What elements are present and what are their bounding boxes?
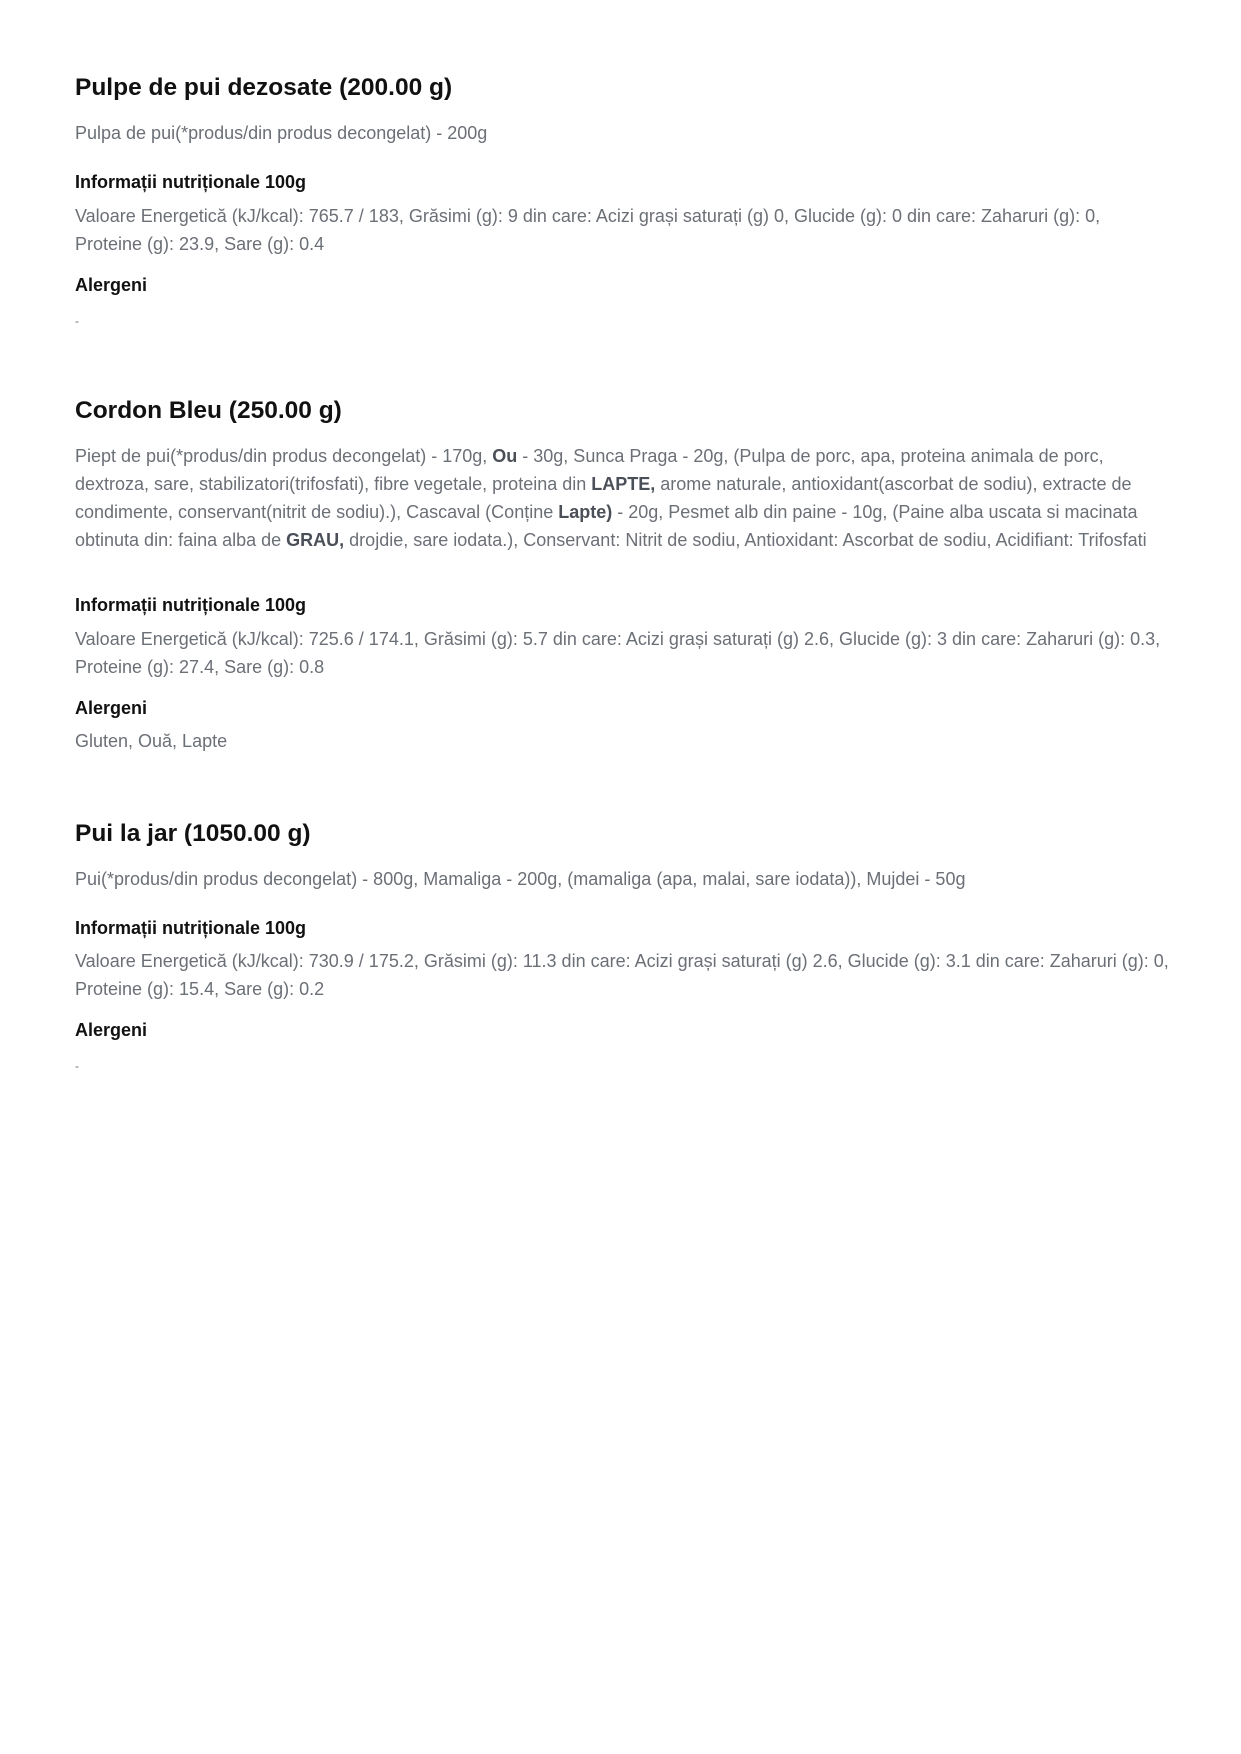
nutrition-values: Valoare Energetică (kJ/kcal): 765.7 / 183, Grăsimi (g): 9 din care: Acizi grași saturați (g) 0, Glucide (g): 0 din care: Zaharuri (g): 0, Proteine (g): 23.9, Sare (g): 0.4 (75, 206, 1101, 254)
product-ingredients (75, 442, 1170, 554)
ingredient-text: drojdie, sare iodata.), Conservant: Nitrit de sodiu, Antioxidant: Ascorbat de sodiu, Acidifiant: Trifosfati (344, 530, 1147, 550)
ingredient-text: arome naturale, antioxidant(ascorbat de sodiu), extracte de condimente, conservant(nitrit de sodiu).), Cascaval (Conține (75, 474, 1132, 522)
allergens-heading: Alergeni (75, 698, 148, 718)
ingredient-text: Piept de pui(*produs/din produs decongelat) - 170g, (75, 446, 493, 466)
allergen-highlight: GRAU, (286, 530, 345, 550)
ingredient-text: - 30g, Sunca Praga - 20g, (Pulpa de porc, apa, proteina animala de porc, dextroza, sare, stabilizatori(trifosfati), fibre vegetale, proteina din (75, 446, 1104, 494)
allergens-value: - (75, 1059, 79, 1073)
product-title: Pui la jar (1050.00 g) (75, 820, 311, 847)
product-ingredients (75, 865, 1170, 893)
allergen-highlight: LAPTE, (591, 474, 656, 494)
ingredient-text: - 20g, Pesmet alb din paine - 10g, (Paine alba uscata si macinata obtinuta din: faina alba de (75, 502, 1138, 550)
ingredient-text: Pui(*produs/din produs decongelat) - 800g, Mamaliga - 200g, (mamaliga (apa, malai, sare iodata)), Mujdei - 50g (75, 869, 966, 889)
allergen-highlight: Lapte) (558, 502, 613, 522)
nutrition-heading: Informații nutriționale 100g (75, 918, 307, 938)
ingredient-text: Pulpa de pui(*produs/din produs decongelat) - 200g (75, 123, 488, 143)
product-title: Cordon Bleu (250.00 g) (75, 397, 342, 424)
allergens-value: - (75, 314, 79, 328)
nutrition-values: Valoare Energetică (kJ/kcal): 725.6 / 174.1, Grăsimi (g): 5.7 din care: Acizi grași saturați (g) 2.6, Glucide (g): 3 din care: Zaharuri (g): 0.3, Proteine (g): 27.4, Sare (g): 0.8 (75, 629, 1161, 677)
allergens-value: Gluten, Ouă, Lapte (75, 731, 228, 751)
nutrition-heading: Informații nutriționale 100g (75, 595, 307, 615)
allergen-highlight: Ou (492, 446, 518, 466)
nutrition-heading: Informații nutriționale 100g (75, 172, 307, 192)
product-title: Pulpe de pui dezosate (200.00 g) (75, 74, 453, 101)
nutrition-values: Valoare Energetică (kJ/kcal): 730.9 / 175.2, Grăsimi (g): 11.3 din care: Acizi grași saturați (g) 2.6, Glucide (g): 3.1 din care: Zaharuri (g): 0, Proteine (g): 15.4, Sare (g): 0.2 (75, 951, 1169, 999)
allergens-heading: Alergeni (75, 275, 148, 295)
allergens-heading: Alergeni (75, 1020, 148, 1040)
product-ingredients (75, 119, 1170, 147)
